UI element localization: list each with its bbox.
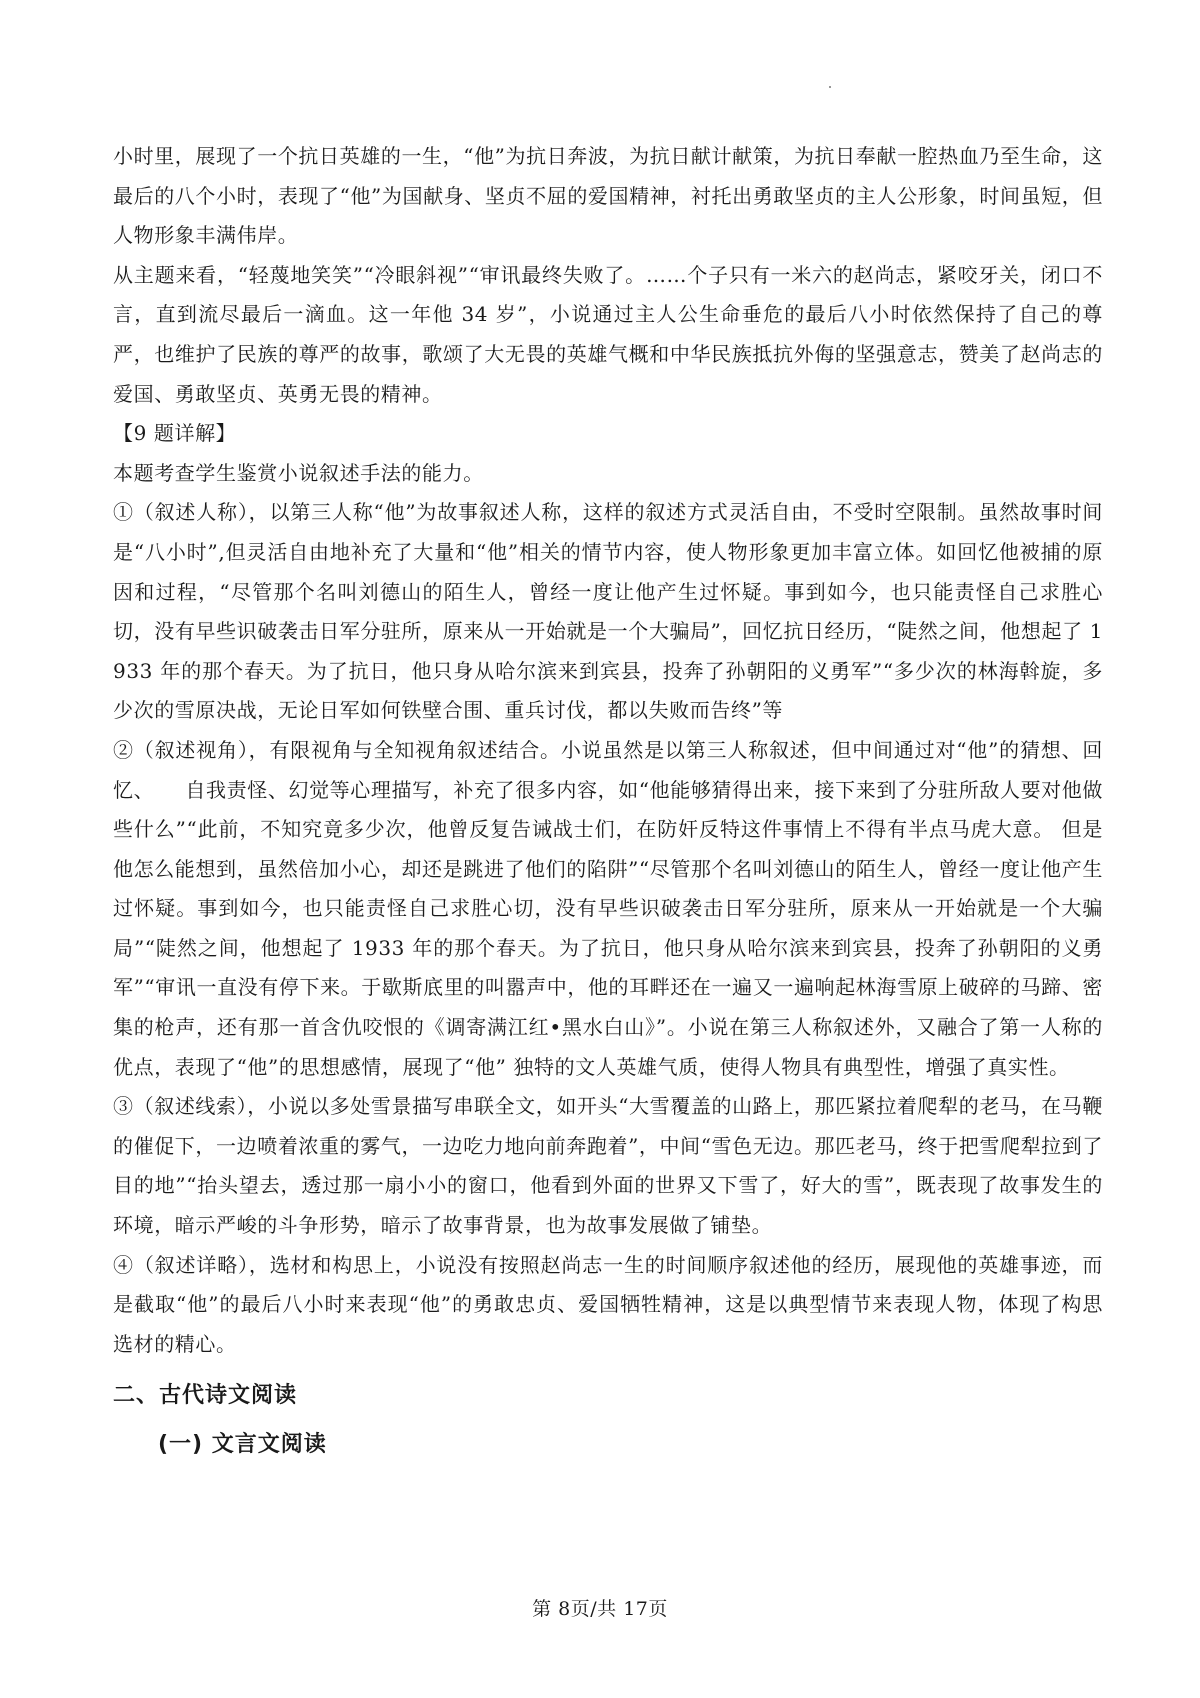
page-content xyxy=(113,137,1103,1468)
question-9-heading: 【9 题详解】 xyxy=(113,421,237,446)
paragraph-narrative-detail: ④（叙述详略），选材和构思上，小说没有按照赵尚志一生的时间顺序叙述他的经历，展现他的英雄事迹，而是截取“他”的最后八小时来表现“他”的勇敢忠贞、爱国牺牲精神，这是以典型情节来表现人物，体现了构思选材的精心。 xyxy=(113,1252,1103,1356)
paragraph-narrative-clue: ③（叙述线索），小说以多处雪景描写串联全文，如开头“大雪覆盖的山路上，那匹紧拉着爬犁的老马，在马鞭的催促下，一边喷着浓重的雾气，一边吃力地向前奔跑着”，中间“雪色无边。那匹老马，终于把雪爬犁拉到了目的地”“抬头望去，透过那一扇小小的窗口，他看到外面的世界又下雪了，好大的雪”，既表现了故事发生的环境，暗示严峻的斗争形势，暗示了故事背景，也为故事发展做了铺垫。 xyxy=(113,1094,1103,1238)
paragraph-narrative-person: ①（叙述人称），以第三人称“他”为故事叙述人称，这样的叙述方式灵活自由，不受时空限制。虽然故事时间是“八小时”,但灵活自由地补充了大量和“他”相关的情节内容，使人物形象更加丰富立体。如回忆他被捕的原因和过程，“尽管那个名叫刘德山的陌生人，曾经一度让他产生过怀疑。事到如今，也只能责怪自己求胜心切，没有早些识破袭击日军分驻所，原来从一开始就是一个大骗局”，回忆抗日经历，“陡然之间，他想起了 1933 年的那个春天。为了抗日，他只身从哈尔滨来到宾县，投奔了孙朝阳的义勇军”“多少次的林海斡旋，多少次的雪原决战，无论日军如何铁壁合围、重兵讨伐，都以失败而告终”等 xyxy=(113,500,1103,723)
subsection-heading: (一) 文言文阅读 xyxy=(158,1432,327,1458)
paragraph-theme-analysis: 从主题来看，“轻蔑地笑笑”“冷眼斜视”“审讯最终失败了。……个子只有一米六的赵尚志，紧咬牙关，闭口不言，直到流尽最后一滴血。这一年他 34 岁”，小说通过主人公生命垂危的最后八小时依然保持了自己的尊严，也维护了民族的尊严的故事，歌颂了大无畏的英雄气概和中华民族抵抗外侮的坚强意志，赞美了赵尚志的爱国、勇敢坚贞、英勇无畏的精神。 xyxy=(113,262,1103,406)
paragraph-narrative-perspective: ②（叙述视角），有限视角与全知视角叙述结合。小说虽然是以第三人称叙述，但中间通过对“他”的猜想、回忆、 自我责怪、幻觉等心理描写，补充了很多内容，如“他能够猜得出来，接下来到了分驻所敌人要对他做些什么”“此前，不知究竟多少次，他曾反复告诫战士们，在防奸反特这件事情上不得有半点马虎大意。 但是他怎么能想到，虽然倍加小心，却还是跳进了他们的陷阱”“尽管那个名叫刘德山的陌生人，曾经一度让他产生过怀疑。事到如今，也只能责怪自己求胜心切，没有早些识破袭击日军分驻所，原来从一开始就是一个大骗局”“陡然之间，他想起了 1933 年的那个春天。为了抗日，他只身从哈尔滨来到宾县，投奔了孙朝阳的义勇军”“审讯一直没有停下来。于歇斯底里的叫嚣声中，他的耳畔还在一遍又一遍响起林海雪原上破碎的马蹄、密集的枪声，还有那一首含仇咬恨的《调寄满江红•黑水白山》”。小说在第三人称叙述外，又融合了第一人称的优点，表现了“他”的思想感情，展现了“他” 独特的文人英雄气质，使得人物具有典型性，增强了真实性。 xyxy=(113,737,1103,1079)
section-heading: 二、古代诗文阅读 xyxy=(113,1383,298,1409)
page-mark-dot xyxy=(829,86,831,88)
page-number-footer: 第 8页/共 17页 xyxy=(532,1598,668,1620)
question-9-intro: 本题考查学生鉴赏小说叙述手法的能力。 xyxy=(113,460,484,485)
paragraph-theme-summary: 小时里，展现了一个抗日英雄的一生，“他”为抗日奔波，为抗日献计献策，为抗日奉献一腔热血乃至生命，这最后的八个小时，表现了“他”为国献身、坚贞不屈的爱国精神，衬托出勇敢坚贞的主人公形象，时间虽短，但人物形象丰满伟岸。 xyxy=(113,144,1103,248)
